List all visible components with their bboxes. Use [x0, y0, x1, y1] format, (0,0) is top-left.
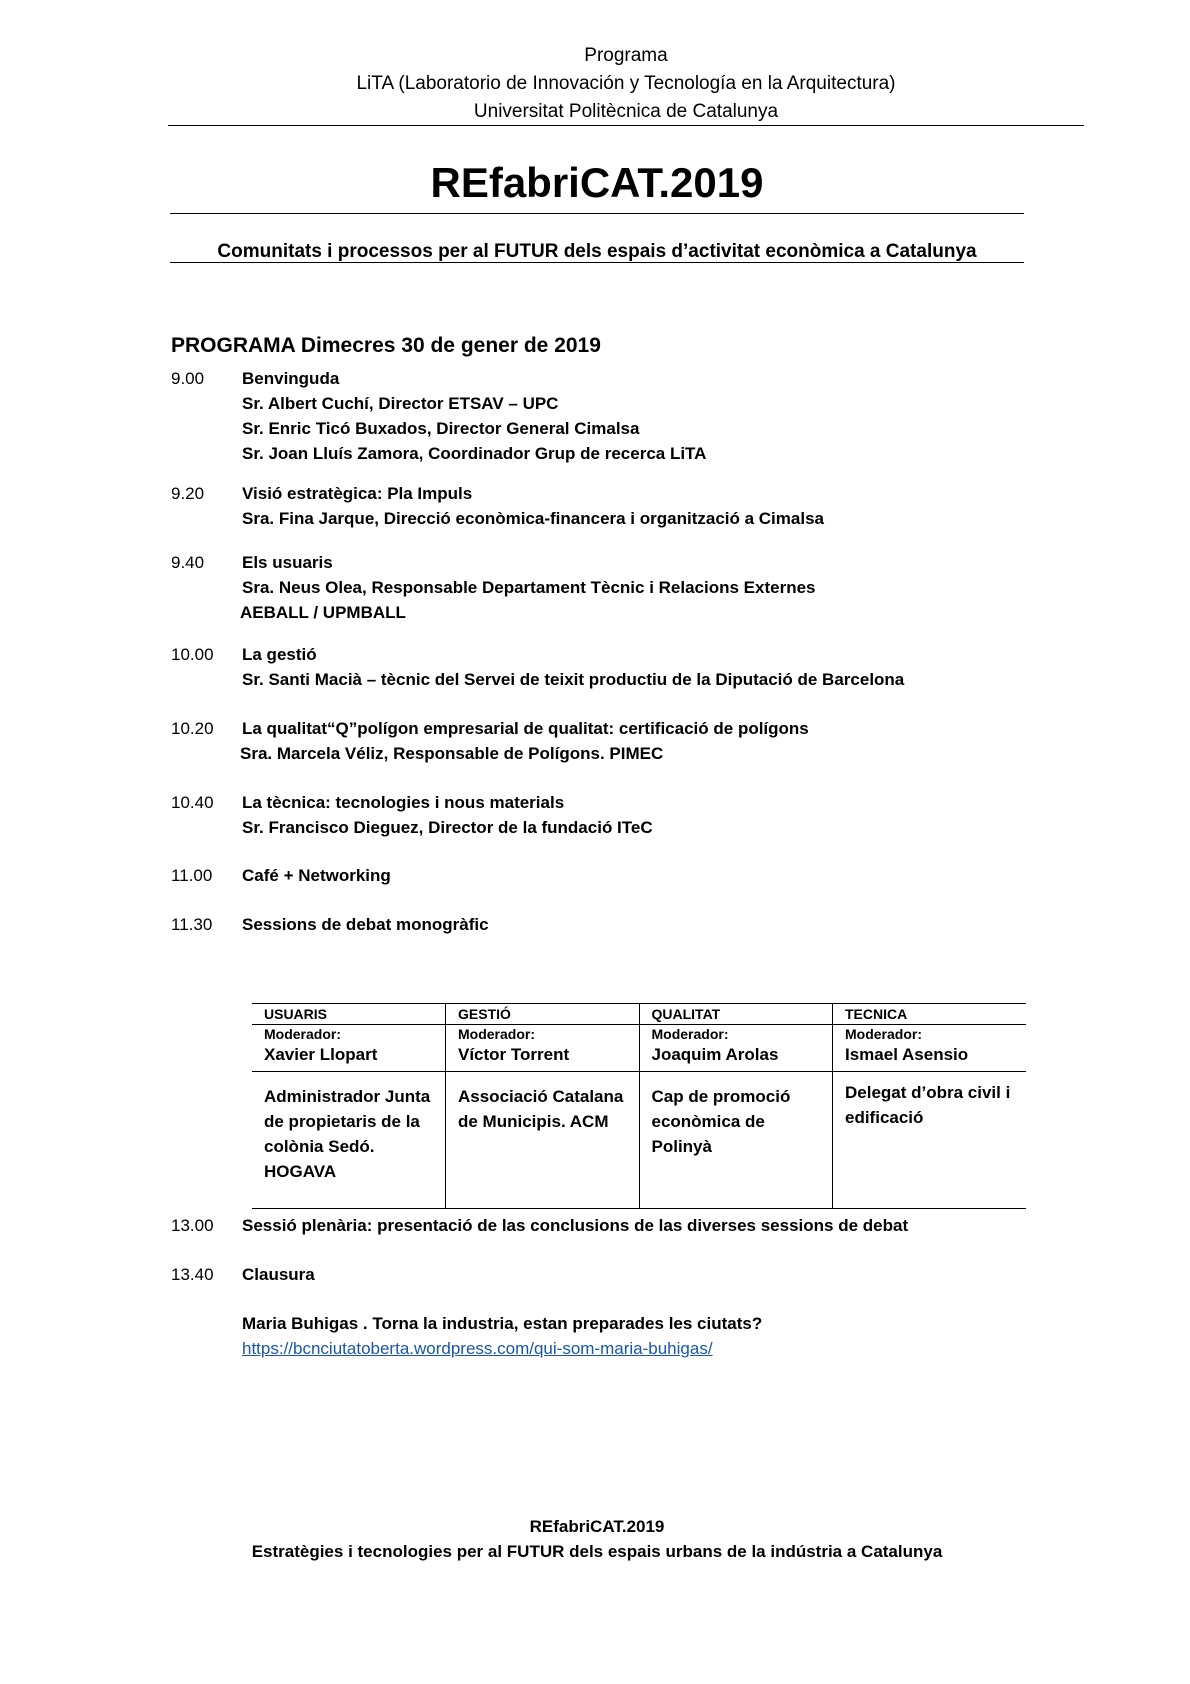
speaker-line: Sr. Santi Macià – tècnic del Servei de teixit productiu de la Diputació de Barcelona: [242, 670, 905, 689]
document-title: REfabriCAT.2019: [430, 159, 764, 206]
schedule-time: 11.30: [171, 915, 213, 934]
table-header-cell: TECNICA: [833, 1004, 1027, 1025]
schedule-title: La tècnica: tecnologies i nous materials: [242, 793, 565, 812]
speaker-line: Sra. Fina Jarque, Direcció econòmica-financera i organització a Cimalsa: [242, 509, 824, 528]
moderator-label: Moderador:: [833, 1025, 1027, 1044]
header-divider: [168, 125, 1084, 126]
footer-subtitle: Estratègies i tecnologies per al FUTUR dels espais urbans de la indústria a Catalunya: [251, 1542, 943, 1561]
schedule-time: 9.20: [171, 484, 205, 503]
closing-note-link[interactable]: https://bcnciutatoberta.wordpress.com/qui-som-maria-buhigas/: [242, 1339, 713, 1358]
speaker-line: Sra. Marcela Véliz, Responsable de Polígons. PIMEC: [240, 744, 664, 763]
table-header-cell: QUALITAT: [639, 1004, 833, 1025]
session-description: Cap de promoció econòmica de Polinyà: [639, 1072, 833, 1209]
document-subtitle: Comunitats i processos per al FUTUR dels espais d’activitat econòmica a Catalunya: [217, 241, 977, 262]
speaker-line: Sr. Joan Lluís Zamora, Coordinador Grup de recerca LiTA: [242, 444, 707, 463]
title-divider-bottom: [170, 262, 1024, 263]
moderator-label: Moderador:: [639, 1025, 833, 1044]
moderator-label: Moderador:: [264, 1026, 341, 1042]
speaker-line: Sr. Francisco Dieguez, Director de la fundació ITeC: [242, 818, 653, 837]
session-description: Delegat d’obra civil i edificació: [833, 1072, 1027, 1209]
schedule-time: 10.00: [171, 645, 214, 664]
schedule-title: Visió estratègica: Pla Impuls: [242, 484, 473, 503]
schedule-time: 13.00: [171, 1216, 214, 1235]
schedule-time: 9.00: [171, 369, 205, 388]
header-line-programa: Programa: [584, 45, 668, 66]
moderator-name: Xavier Llopart: [252, 1043, 446, 1072]
header-line-university: Universitat Politècnica de Catalunya: [473, 101, 779, 122]
moderator-name: Joaquim Arolas: [639, 1043, 833, 1072]
header-line-lita: LiTA (Laboratorio de Innovación y Tecnología en la Arquitectura): [356, 73, 896, 94]
program-heading: PROGRAMA Dimecres 30 de gener de 2019: [171, 334, 601, 357]
speaker-line-text: Sra. Neus Olea, Responsable Departament Tècnic i Relacions Externes: [242, 578, 816, 597]
table-header-cell: USUARIS: [252, 1004, 446, 1025]
table-header-cell: GESTIÓ: [446, 1004, 640, 1025]
schedule-title: Sessions de debat monogràfic: [242, 915, 489, 934]
debate-sessions-table: [252, 1003, 1026, 1209]
schedule-time: 11.00: [171, 866, 213, 885]
schedule-title: Sessió plenària: presentació de las conclusions de las diverses sessions de debat: [242, 1216, 909, 1235]
document-header: [168, 42, 1084, 126]
schedule-title: Els usuaris: [242, 553, 333, 572]
table-row: [252, 1043, 1026, 1072]
speaker-line: Sr. Enric Ticó Buxados, Director General Cimalsa: [242, 419, 640, 438]
schedule-time: 10.20: [171, 719, 214, 738]
document-footer: [170, 1514, 1024, 1564]
speaker-line: [242, 575, 1087, 600]
schedule-time: 13.40: [171, 1265, 214, 1284]
footer-title: REfabriCAT.2019: [529, 1517, 665, 1536]
schedule-title: Clausura: [242, 1265, 315, 1284]
speaker-line: Sr. Albert Cuchí, Director ETSAV – UPC: [242, 394, 559, 413]
title-divider-top: [170, 213, 1024, 214]
session-description: Administrador Junta de propietaris de la colònia Sedó. HOGAVA: [252, 1072, 446, 1209]
session-description: Associació Catalana de Municipis. ACM: [446, 1072, 640, 1209]
speaker-line: AEBALL / UPMBALL: [240, 603, 406, 622]
moderator-name: Ismael Asensio: [833, 1043, 1027, 1072]
closing-note-text: Maria Buhigas . Torna la industria, estan preparades les ciutats?: [242, 1314, 763, 1333]
schedule-time: 10.40: [171, 793, 214, 812]
schedule-title: La gestió: [242, 645, 317, 664]
table-row: [252, 1072, 1026, 1209]
moderator-label: Moderador:: [446, 1025, 640, 1044]
table-header-row: [252, 1004, 1026, 1025]
schedule-title: Benvinguda: [242, 369, 340, 388]
schedule-title: La qualitat“Q”polígon empresarial de qualitat: certificació de polígons: [242, 719, 809, 738]
table-row: [252, 1025, 1026, 1044]
schedule-time: 9.40: [171, 553, 205, 572]
moderator-name: Víctor Torrent: [446, 1043, 640, 1072]
schedule-title: Café + Networking: [242, 866, 391, 885]
